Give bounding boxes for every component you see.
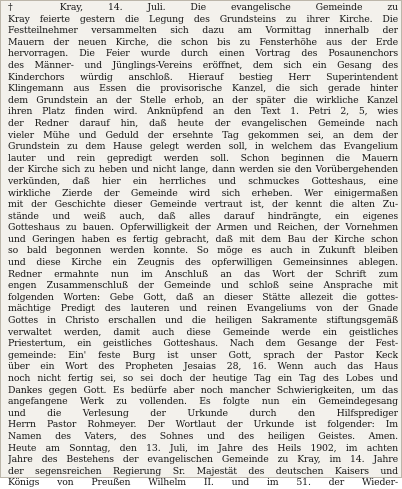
article-line: Dankes gegen Gott. Es bedürfe aber noch mancher Schwierigkeiten, um das <box>8 384 398 396</box>
article-line: wirkliche Zierde der Gemeinde wird sich erheben. Wer einigermaßen <box>8 187 398 199</box>
article-line: Festteilnehmer versammelten sich dazu am Vormittag innerhalb der <box>8 25 398 37</box>
article-line: ihren Platz finden wird. Anknüpfend an den Text 1. Petri 2, 5, wies <box>8 106 398 118</box>
article-line: stände und weiß auch, daß alles darauf hindrängte, ein eigenes <box>8 210 398 222</box>
article-line: Kinderchors würdig anschloß. Hierauf bestieg Herr Superintendent <box>8 71 398 83</box>
article-line: Priestertum, ein geistliches Gotteshaus. Nach dem Gesange der Fest- <box>8 338 398 350</box>
article-line: verkünden, daß hier ein herrliches und schmuckes Gotteshaus, eine <box>8 175 398 187</box>
article-line: Herrn Pastor Rohmeyer. Der Wortlaut der Urkunde ist folgender: Im <box>8 419 398 431</box>
article-line: Mauern der neuen Kirche, die schon bis zu Fensterhöhe aus der Erde <box>8 36 398 48</box>
article-line: dem Grundstein an der Stelle erhob, an der später die wirkliche Kanzel <box>8 94 398 106</box>
article-line: engen Zusammenschluß der Gemeinde und schloß seine Ansprache mit <box>8 280 398 292</box>
article-line: Heute am Sonntag, den 13. Juli, im Jahre des Heils 1902, im achten <box>8 442 398 454</box>
article-line: verwaltet werden, damit auch diese Gemeinde werde ein geistliches <box>8 326 398 338</box>
article-line: und die Verlesung der Urkunde durch den Hilfsprediger <box>8 407 398 419</box>
article-line: gemeinde: Ein' feste Burg ist unser Gott, sprach der Pastor Keck <box>8 349 398 361</box>
article-body <box>8 2 398 489</box>
article-line: Königs von Preußen Wilhelm II. und im 51. der Wieder- <box>8 477 398 489</box>
article-line: angefangene Werk zu vollenden. Es folgte nun ein Gemeindegesang <box>8 396 398 408</box>
article-line: und diese Kirche ein Zeugnis des opferwilligen Gemeinsinnes ablegen. <box>8 257 398 269</box>
article-line: Namen des Vaters, des Sohnes und des heiligen Geistes. Amen. <box>8 430 398 442</box>
article-line: lauter und rein gepredigt werden soll. Schon beginnen die Mauern <box>8 152 398 164</box>
article-line: so bald begonnen werden konnte. So möge es auch in Zukunft bleiben <box>8 245 398 257</box>
article-line: hervorragen. Die Feier wurde durch einen Vortrag des Posaunenchors <box>8 48 398 60</box>
article-line: Klingemann aus Essen die provisorische Kanzel, die sich gerade hinter <box>8 83 398 95</box>
article-line: † Kray, 14. Juli. Die evangelische Gemeinde zu <box>8 2 398 13</box>
article-line: Redner ermahnte nun im Anschluß an das Wort der Schrift zum <box>8 268 398 280</box>
article-line: Kray feierte gestern die Legung des Grundsteins zu ihrer Kirche. Die <box>8 13 398 25</box>
article-line: vieler Mühe und Geduld der ersehnte Tag gekommen sei, an dem der <box>8 129 398 141</box>
article-line: Gotteshaus zu bauen. Opferwilligkeit der Armen und Reichen, der Vornehmen <box>8 222 398 234</box>
article-line: der segensreichen Regierung Sr. Majestät des deutschen Kaisers und <box>8 465 398 477</box>
article-line: Gottes in Christo erschallen und die heiligen Sakramente stiftungsgemäß <box>8 315 398 327</box>
article-line: der Redner darauf hin, daß heute der evangelischen Gemeinde nach <box>8 117 398 129</box>
article-line: Grundstein zu dem Hause gelegt werden soll, in welchem das Evangelium <box>8 141 398 153</box>
article-line: Jahre des Bestehens der evangelischen Gemeinde zu Kray, im 14. Jahre <box>8 454 398 466</box>
article-line: des Männer- und Jünglings-Vereins eröffnet, dem sich ein Gesang des <box>8 59 398 71</box>
article-line: noch nicht fertig sei, so sei doch der heutige Tag ein Tag des Lobes und <box>8 373 398 384</box>
article-line: mit der Geschichte dieser Gemeinde vertraut ist, der kennt die alten Zu- <box>8 199 398 211</box>
article-line: und Geringen haben es fertig gebracht, daß mit dem Bau der Kirche schon <box>8 233 398 245</box>
article-line: über ein Wort des Propheten Jesaias 28, 16. Wenn auch das Haus <box>8 361 398 373</box>
article-line: mächtige Predigt des lauteren und reinen Evangeliums von der Gnade <box>8 303 398 315</box>
article-line: folgenden Worten: Gebe Gott, daß an dieser Stätte allezeit die gottes- <box>8 291 398 303</box>
article-line: der Kirche sich zu heben und nicht lange, dann werden sie den Vorübergehenden <box>8 164 398 176</box>
